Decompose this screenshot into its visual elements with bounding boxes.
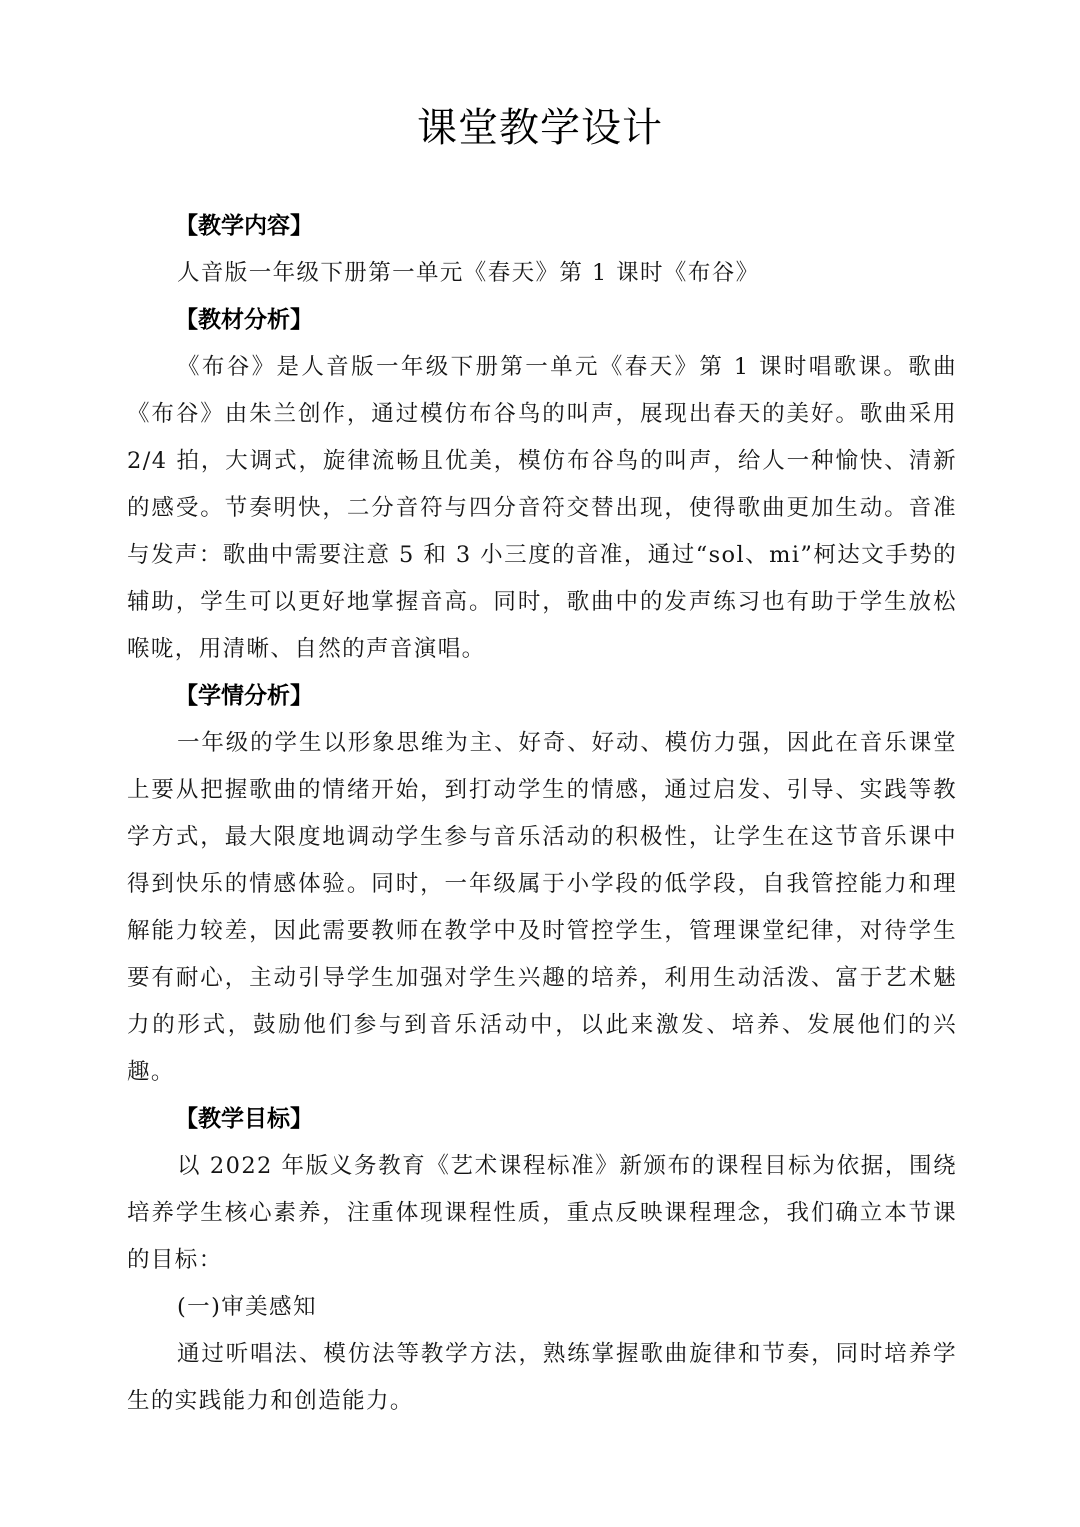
section-heading-teaching-content: 【教学内容】	[175, 213, 313, 239]
section-heading-student-analysis: 【学情分析】	[175, 683, 313, 709]
goal-subheading-aesthetic-perception: (一)审美感知	[177, 1294, 317, 1320]
section-heading-material-analysis: 【教材分析】	[175, 307, 313, 333]
document-title: 课堂教学设计	[417, 105, 663, 151]
student-analysis-text: 一年级的学生以形象思维为主、好奇、好动、模仿力强，因此在音乐课堂上要从把握歌曲的情绪开始，到打动学生的情感，通过启发、引导、实践等教学方式，最大限度地调动学生参与音乐活动的积极性，让学生在这节音乐课中得到快乐的情感体验。同时，一年级属于小学段的低学段，自我管控能力和理解能力较差，因此需要教师在教学中及时管控学生，管理课堂纪律，对待学生要有耐心，主动引导学生加强对学生兴趣的培养，利用生动活泼、富于艺术魅力的形式，鼓励他们参与到音乐活动中，以此来激发、培养、发展他们的兴趣。	[127, 730, 957, 1085]
material-analysis-text: 《布谷》是人音版一年级下册第一单元《春天》第 1 课时唱歌课。歌曲《布谷》由朱兰创作，通过模仿布谷鸟的叫声，展现出春天的美好。歌曲采用 2/4 拍，大调式，旋律流畅且优美，模仿布谷鸟的叫声，给人一种愉快、清新的感受。节奏明快，二分音符与四分音符交替出现，使得歌曲更加生动。音准与发声：歌曲中需要注意 5 和 3 小三度的音准，通过“sol、mi”柯达文手势的辅助，学生可以更好地掌握音高。同时，歌曲中的发声练习也有助于学生放松喉咙，用清晰、自然的声音演唱。	[127, 354, 957, 662]
aesthetic-perception-text: 通过听唱法、模仿法等教学方法，熟练掌握歌曲旋律和节奏，同时培养学生的实践能力和创造能力。	[127, 1341, 957, 1414]
document-body	[127, 203, 957, 1425]
section-heading-teaching-goals: 【教学目标】	[175, 1106, 313, 1132]
teaching-content-text: 人音版一年级下册第一单元《春天》第 1 课时《布谷》	[177, 260, 760, 286]
teaching-goals-text: 以 2022 年版义务教育《艺术课程标准》新颁布的课程目标为依据，围绕培养学生核心素养，注重体现课程性质，重点反映课程理念，我们确立本节课的目标：	[127, 1153, 957, 1273]
